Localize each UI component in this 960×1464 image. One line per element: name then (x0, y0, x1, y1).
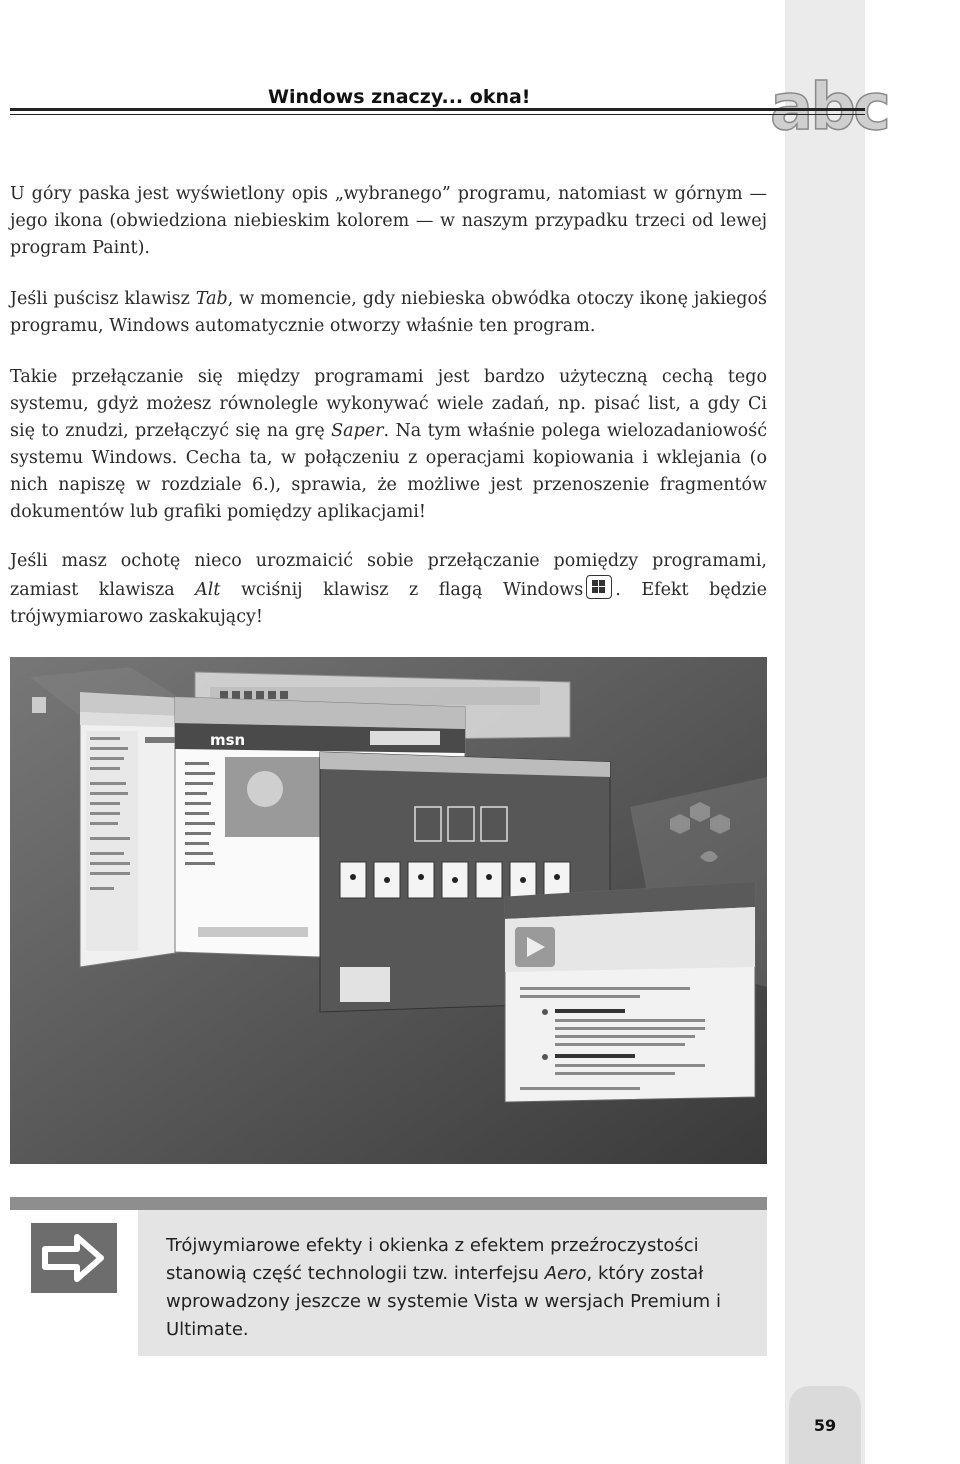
note-band (10, 1197, 767, 1210)
paragraph-1-text: U góry paska jest wyświetlony opis „wybranego” programu, natomiast w górnym — jego ikona (obwiedziona niebieskim kolorem — w naszym przypadku trzeci od lewej program Paint). (10, 184, 767, 258)
note-arrow-box (31, 1223, 117, 1293)
paragraph-3 (10, 364, 767, 526)
paragraph-3-game-name: Saper (331, 421, 384, 441)
paragraph-4-text-b: wciśnij klawisz z flagą Windows (220, 580, 584, 600)
abc-logo: abc (770, 71, 888, 145)
chapter-header-title: Windows znaczy... okna! (268, 86, 531, 108)
flip3d-screenshot (10, 657, 767, 1164)
note-text (166, 1232, 756, 1344)
windows-key-icon (586, 575, 612, 599)
flip3d-illustration (10, 657, 767, 1164)
paragraph-1 (10, 181, 767, 262)
msn-logo: msn (210, 731, 246, 749)
paragraph-4-key: Alt (195, 580, 221, 600)
paragraph-4-text-c: . Efekt będzie trójwymiarowo zaskakujący! (10, 580, 768, 627)
side-band (785, 0, 865, 1464)
paragraph-2-text-a: Jeśli puścisz klawisz (10, 289, 196, 309)
paragraph-2 (10, 286, 767, 340)
note-text-a: Trójwymiarowe efekty i okienka z efektem przeźroczystości stanowią część technologii tzw. interfejsu (166, 1235, 699, 1284)
page-number: 59 (813, 1416, 837, 1435)
window-media-player (505, 882, 755, 1102)
paragraph-3-text-a: Takie przełączanie się między programami jest bardzo użyteczną cechą tego systemu, gdyż możesz równolegle wykonywać wiele zadań, np. pisać list, a gdy Ci się to znudzi, przełączyć się na grę (10, 367, 767, 441)
note-text-b: , który został wprowadzony jeszcze w systemie Vista w wersjach Premium i Ultimate. (166, 1263, 721, 1340)
paragraph-2-key: Tab (195, 289, 228, 309)
header-rule (10, 108, 865, 115)
paragraph-2-text-b: , w momencie, gdy niebieska obwódka otoczy ikonę jakiegoś programu, Windows automatycznie otworzy właśnie ten program. (10, 289, 767, 336)
paragraph-4-text-a: Jeśli masz ochotę nieco urozmaicić sobie przełączanie pomiędzy programami, zamiast klawisza (10, 551, 767, 600)
taskbar-strip (198, 927, 308, 937)
arrow-right-icon (31, 1223, 117, 1293)
paragraph-3-text-b: . Na tym właśnie polega wielozadaniowość systemu Windows. Cecha ta, w połączeniu z operacjami kopiowania i wklejania (o nich napiszę w rozdziale 6.), sprawia, że możliwe jest przenoszenie fragmentów dokumentów lub grafiki pomiędzy aplikacjami! (10, 421, 767, 522)
desktop-recycle-bin-icon (32, 697, 46, 713)
note-aero: Aero (544, 1263, 587, 1284)
paragraph-4 (10, 548, 767, 631)
